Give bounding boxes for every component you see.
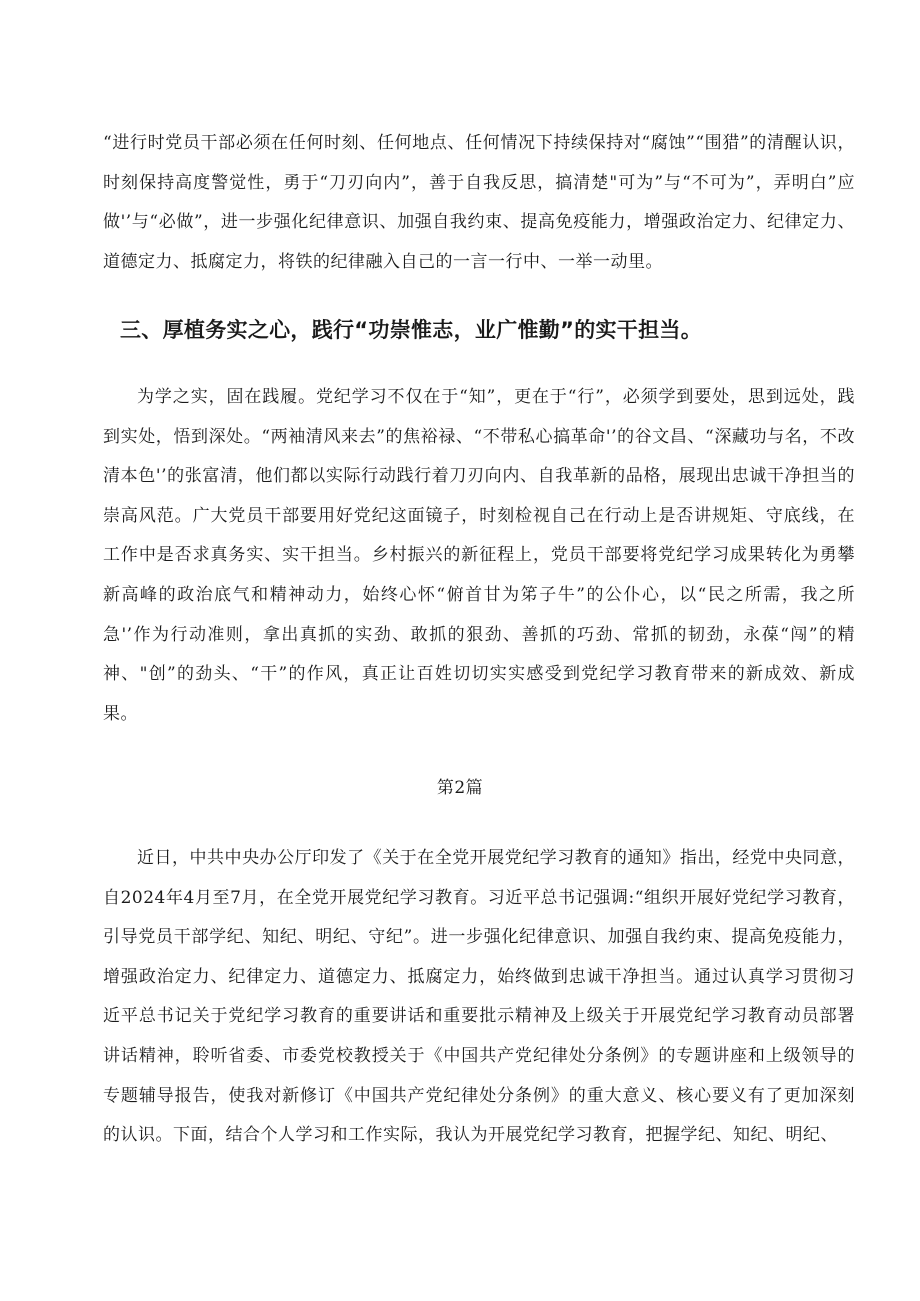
body-paragraph-2: 为学之实，固在践履。党纪学习不仅在于“知”，更在于“行”，必须学到要处，思到远处，践到实处，悟到深处。“两袖清风来去”的焦裕禄、“不带私心搞革命'’的谷文昌、“深藏功与名，不改清本色'’的张富清，他们都以实际行动践行着刀刃向内、自我革新的品格，展现出忠诚干净担当的崇高风范。广大党员干部要用好党纪这面镜子，时刻检视自己在行动上是否讲规矩、守底线，在工作中是否求真务实、实干担当。乡村振兴的新征程上，党员干部要将党纪学习成果转化为勇攀新高峰的政治底气和精神动力，始终心怀“俯首甘为笫子牛”的公仆心，以“民之所需，我之所急'’作为行动准则，拿出真抓的实劲、敢抓的狠劲、善抓的巧劲、常抓的韧劲，永葆“闯”的精神、"创”的劲头、“干”的作风，真正让百姓切切实实感受到党纪学习教育带来的新成效、新成果。 [103, 387, 855, 724]
section-heading-3: 三、厚植务实之心，践行“功崇惟志，业广惟勤”的实干担当。 [120, 318, 703, 342]
article-number-label: 第2篇 [436, 778, 484, 798]
body-paragraph-3: 近日，中共中央办公厅印发了《关于在全党开展党纪学习教育的通知》指出，经党中央同意，自2024年4月至7月，在全党开展党纪学习教育。习近平总书记强调:“组织开展好党纪学习教育，引导党员干部学纪、知纪、明纪、守纪”。进一步强化纪律意识、加强自我约束、提高免疫能力，增强政治定力、纪律定力、道德定力、抵腐定力，始终做到忠诚干净担当。通过认真学习贯彻习近平总书记关于党纪学习教育的重要讲话和重要批示精神及上级关于开展党纪学习教育动员部署讲话精神，聆听省委、市委党校教授关于《中国共产党纪律处分条例》的专题讲座和上级领导的专题辅导报告，使我对新修订《中国共产党纪律处分条例》的重大意义、核心要义有了更加深刻的认识。下面，结合个人学习和工作实际，我认为开展党纪学习教育，把握学纪、知纪、明纪、 [103, 848, 855, 1146]
body-paragraph-1: “进行时党员干部必须在任何时刻、任何地点、任何情况下持续保持对“腐蚀”“围猎”的清醒认识，时刻保持高度警觉性，勇于“刀刃向内”，善于自我反思，搞清楚"可为”与“不可为”，弄明白”应做'’与“必做”，进一步强化纪律意识、加强自我约束、提高免疫能力，增强政治定力、纪律定力、道德定力、抵腐定力，将铁的纪律融入自己的一言一行中、一举一动里。 [103, 133, 855, 272]
